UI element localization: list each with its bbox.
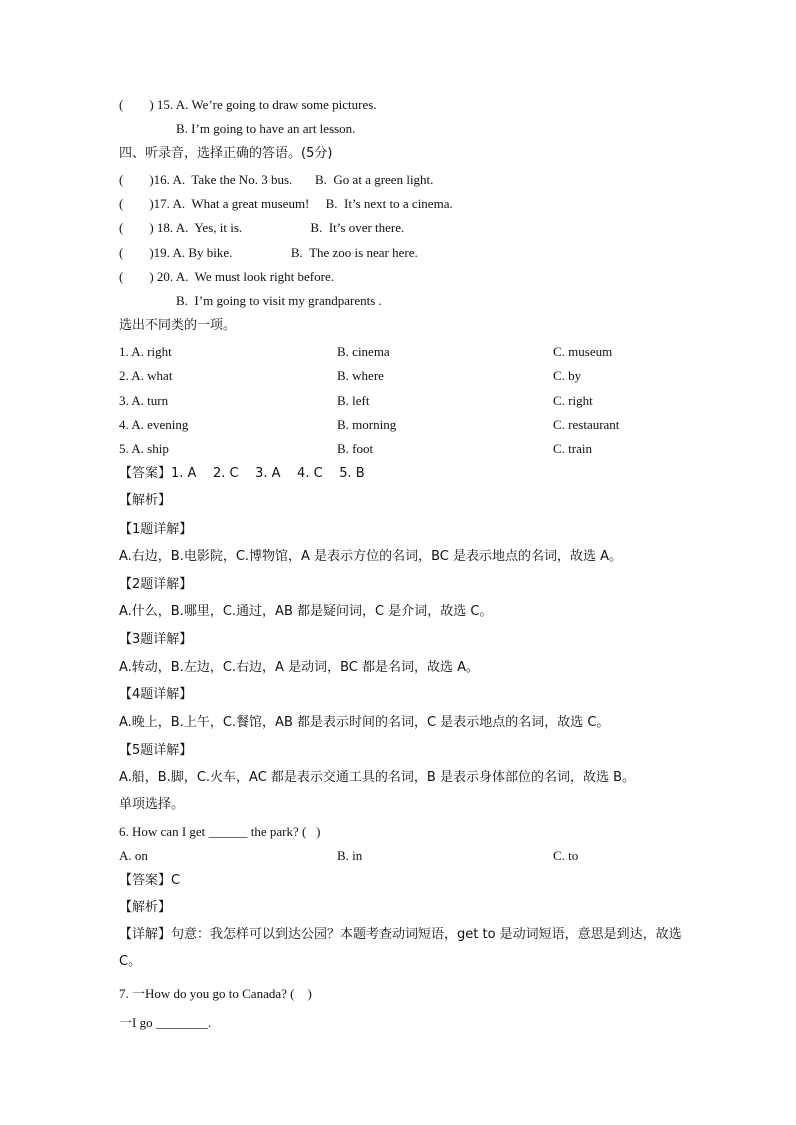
detail-title: 【2题详解】	[119, 577, 193, 592]
answer-line: 【答案】1. A 2. C 3. A 4. C 5. B	[119, 466, 365, 481]
odd-one-out-row	[119, 416, 679, 434]
option-a: 3. A. turn	[119, 393, 169, 408]
question-18: ( ) 18. A. Yes, it is. B. It’s over there.	[119, 220, 405, 235]
option-c: C. museum	[553, 344, 613, 359]
option-b: B. left	[337, 393, 370, 408]
question-6-options	[119, 847, 679, 865]
question-20-option-b: B. I’m going to visit my grandparents .	[176, 293, 382, 308]
option-b: B. foot	[337, 441, 374, 456]
option-b: B. in	[337, 848, 363, 863]
detail-text: A.右边，B.电影院，C.博物馆，A 是表示方位的名词，BC 是表示地点的名词，故选 A。	[119, 549, 623, 564]
question-6: 6. How can I get ______ the park? ( )	[119, 824, 321, 839]
option-c: C. train	[553, 441, 592, 456]
option-c: C. by	[553, 368, 582, 383]
option-a: A. on	[119, 848, 148, 863]
question-16: ( )16. A. Take the No. 3 bus. B. Go at a green light.	[119, 172, 434, 187]
detail-title: 【4题详解】	[119, 687, 193, 702]
option-b: B. cinema	[337, 344, 390, 359]
detail-title: 【1题详解】	[119, 522, 193, 537]
option-c: C. right	[553, 393, 593, 408]
analysis-label: 【解析】	[119, 493, 172, 508]
question-17: ( )17. A. What a great museum! B. It’s next to a cinema.	[119, 196, 453, 211]
option-a: 5. A. ship	[119, 441, 169, 456]
detail-text: A.晚上，B.上午，C.餐馆，AB 都是表示时间的名词，C 是表示地点的名词，故选 C。	[119, 715, 610, 730]
question-19: ( )19. A. By bike. B. The zoo is near here.	[119, 245, 418, 260]
option-a: 2. A. what	[119, 368, 173, 383]
detail-title: 【3题详解】	[119, 632, 193, 647]
option-c: C. restaurant	[553, 417, 620, 432]
detail-title: 【5题详解】	[119, 743, 193, 758]
question-7: 7. 一How do you go to Canada? ( )	[119, 986, 312, 1001]
section-heading-odd-one-out: 选出不同类的一项。	[119, 318, 237, 333]
detail-text: A.转动，B.左边，C.右边，A 是动词，BC 都是名词，故选 A。	[119, 660, 480, 675]
detail-text: A.船，B.脚，C.火车，AC 都是表示交通工具的名词，B 是表示身体部位的名词，故选 B。	[119, 770, 636, 785]
option-b: B. where	[337, 368, 384, 383]
odd-one-out-row	[119, 367, 679, 385]
section-heading-listening: 四、听录音，选择正确的答语。(5分)	[119, 146, 333, 161]
option-b: B. morning	[337, 417, 397, 432]
option-a: 1. A. right	[119, 344, 172, 359]
question-15-option-a: ( ) 15. A. We’re going to draw some pictures.	[119, 97, 377, 112]
odd-one-out-row	[119, 440, 679, 458]
question-15-option-b: B. I’m going to have an art lesson.	[176, 121, 356, 136]
odd-one-out-row	[119, 392, 679, 410]
option-c: C. to	[553, 848, 579, 863]
odd-one-out-row	[119, 343, 679, 361]
question-7-answer-line: 一I go ________.	[119, 1015, 212, 1030]
section-heading-single-choice: 单项选择。	[119, 797, 185, 812]
answer-line: 【答案】C	[119, 873, 181, 888]
detail-text: 【详解】句意：我怎样可以到达公园？本题考查动词短语，get to 是动词短语，意思是到达，故选 C。	[119, 927, 682, 969]
detail-text: A.什么，B.哪里，C.通过，AB 都是疑问词，C 是介词，故选 C。	[119, 604, 493, 619]
analysis-label: 【解析】	[119, 900, 172, 915]
option-a: 4. A. evening	[119, 417, 189, 432]
question-20-option-a: ( ) 20. A. We must look right before.	[119, 269, 334, 284]
